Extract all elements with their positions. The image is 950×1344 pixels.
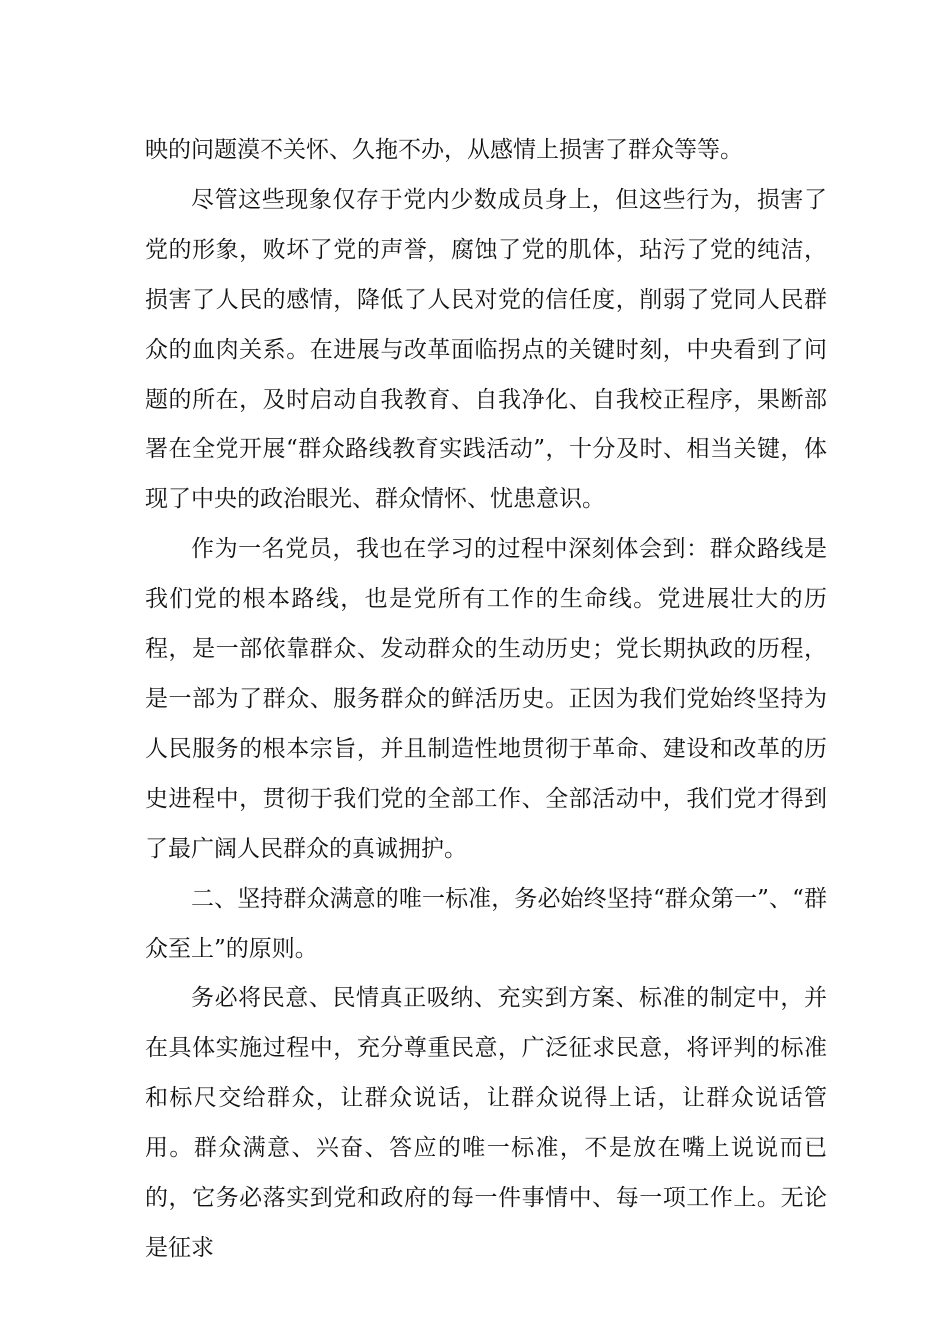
section-heading-two: 二、坚持群众满意的唯一标准，务必始终坚持“群众第一”、“群众至上”的原则。 — [145, 885, 827, 962]
paragraph-continuation: 映的问题漠不关怀、久拖不办，从感情上损害了群众等等。 — [145, 137, 743, 163]
paragraph-mass-line: 作为一名党员，我也在学习的过程中深刻体会到：群众路线是我们党的根本路线，也是党所有工作的生命线。党进展壮大的历程，是一部依靠群众、发动群众的生动历史；党长期执政的历程，是一部为了群众、服务群众的鲜活历史。正因为我们党始终坚持为人民服务的根本宗旨，并且制造性地贯彻于革命、建设和改革的历史进程中，贯彻于我们党的全部工作、全部活动中，我们党才得到了最广阔人民群众的真诚拥护。 — [145, 536, 827, 862]
paragraph-public-opinion: 务必将民意、民情真正吸纳、充实到方案、标准的制定中，并在具体实施过程中，充分尊重民意，广泛征求民意，将评判的标准和标尺交给群众，让群众说话，让群众说得上话，让群众说话管用。群众满意、兴奋、答应的唯一标准，不是放在嘴上说说而已的，它务必落实到党和政府的每一件事情中、每一项工作上。无论是征求 — [145, 985, 827, 1261]
paragraph-party-image: 尽管这些现象仅存于党内少数成员身上，但这些行为，损害了党的形象，败坏了党的声誉，腐蚀了党的肌体，玷污了党的纯洁，损害了人民的感情，降低了人民对党的信任度，削弱了党同人民群众的血肉关系。在进展与改革面临拐点的关键时刻，中央看到了问题的所在，及时启动自我教育、自我净化、自我校正程序，果断部署在全党开展“群众路线教育实践活动”，十分及时、相当关键，体现了中央的政治眼光、群众情怀、忧患意识。 — [145, 186, 827, 513]
document-body — [145, 126, 827, 1274]
